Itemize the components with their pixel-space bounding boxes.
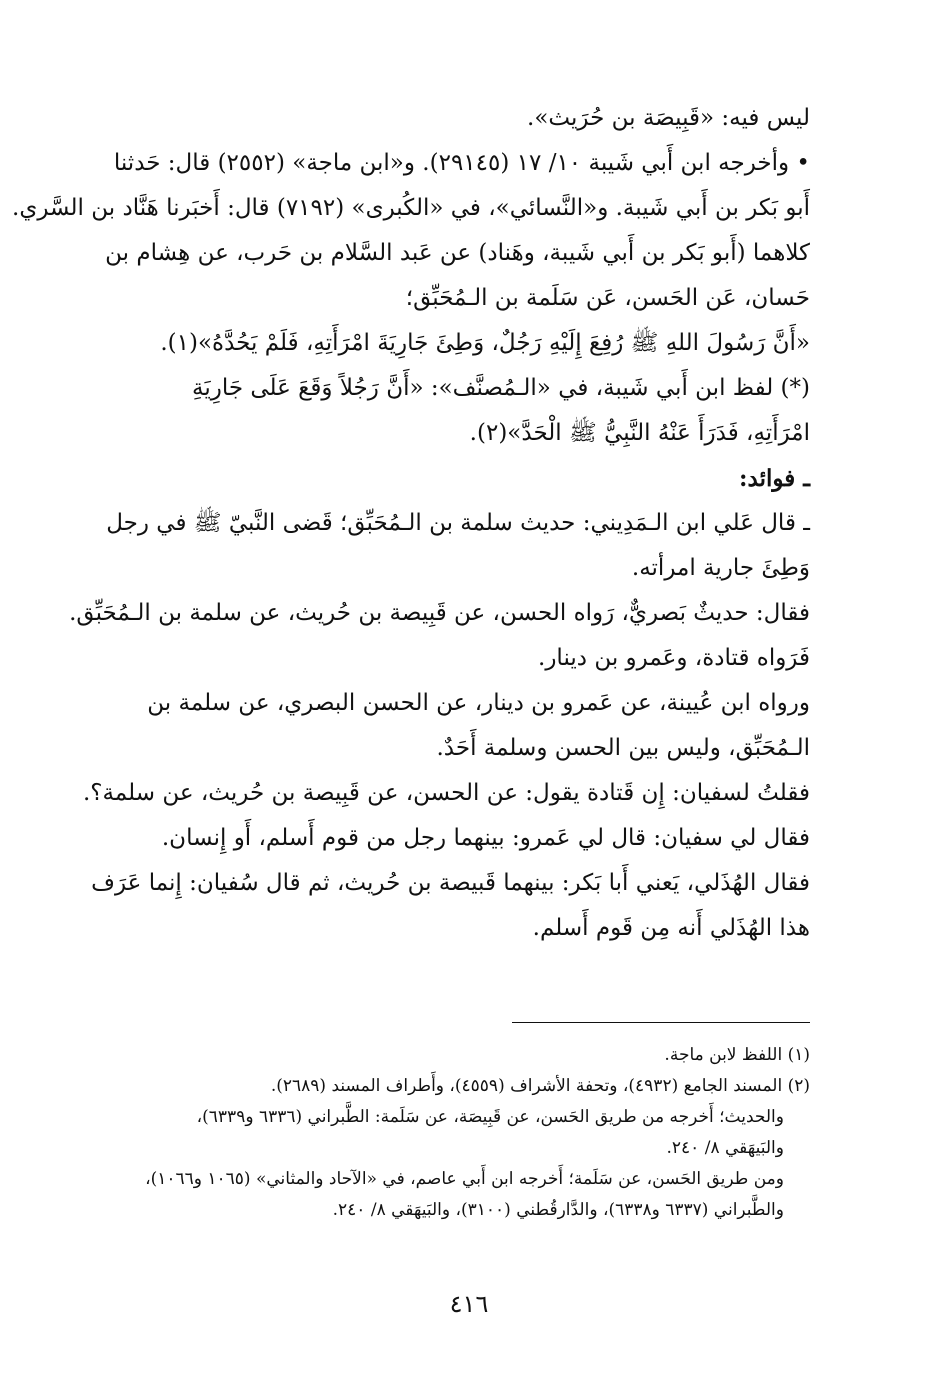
text-line: فقال: حديثٌ بَصريٌّ، رَواه الحسن، عن قَبِيصة بن حُريث، عن سلمة بن الـمُحَبِّق. — [69, 600, 810, 626]
text-line: امْرَأَتِهِ، فَدَرَأَ عَنْهُ النَّبِيُّ ﷺ الْحَدَّ»(٢). — [469, 420, 810, 446]
footnotes — [72, 1040, 810, 1226]
text-line: كلاهما (أَبو بَكر بن أَبي شَيبة، وهَناد) عن عَبد السَّلام بن حَرب، عن هِشام بن — [105, 240, 810, 266]
footnote-continuation: والحديث؛ أَخرجه من طريق الحَسن، عن قَبِيصَة، عن سَلَمة: الطَّبراني (٦٣٣٦ و٦٣٣٩)، — [196, 1107, 784, 1127]
text-line: • وأخرجه ابن أَبي شَيبة ١٠/ ١٧ (٢٩١٤٥). و«ابن ماجة» (٢٥٥٢) قال: حَدثنا — [113, 150, 810, 176]
footnote: (٢) المسند الجامع (٤٩٣٢)، وتحفة الأشراف (٤٥٥٩)، وأَطراف المسند (٢٦٨٩). — [270, 1076, 810, 1096]
footnote-divider — [512, 1022, 810, 1023]
footnote: (١) اللفظ لابن ماجة. — [664, 1045, 810, 1065]
text-line: الـمُحَبِّق، وليس بين الحسن وسلمة أَحَدٌ. — [436, 735, 810, 761]
text-line: فقلتُ لسفيان: إِن قَتادة يقول: عن الحسن، عن قَبِيصة بن حُريث، عن سلمة؟. — [82, 780, 810, 806]
text-line: أَبو بَكر بن أَبي شَيبة. و«النَّسائي»، في «الكُبرى» (٧١٩٢) قال: أَخبَرنا هَنَّاد بن السَّري. — [12, 195, 810, 221]
hadith-text: «أَنَّ رَسُولَ اللهِ ﷺ رُفِعَ إِلَيْهِ رَجُلٌ، وَطِئَ جَارِيَةَ امْرَأَتِهِ، فَلَمْ يَحُدَّهُ»(١). — [160, 330, 810, 356]
text-line: ورواه ابن عُيينة، عن عَمرو بن دينار، عن الحسن البصري، عن سلمة بن — [147, 690, 810, 716]
text-line: حَسان، عَن الحَسن، عَن سَلَمة بن الـمُحَبِّق؛ — [405, 285, 810, 311]
page-number: ٤١٦ — [449, 1290, 489, 1318]
text-line: وَطِئَ جارية امرأته. — [631, 555, 810, 581]
text-line: فَرَواه قتادة، وعَمرو بن دينار. — [538, 645, 810, 671]
text-line: فقال الهُذَلي، يَعني أَبا بَكر: بينهما قَبيصة بن حُريث، ثم قال سُفيان: إِنما عَرَف — [91, 870, 810, 896]
footnote-continuation: والطَّبراني (٦٣٣٧ و٦٣٣٨)، والدَّارقُطني (٣١٠٠)، والبَيهَقي ٨/ ٢٤٠. — [332, 1200, 784, 1220]
footnote-continuation: ومن طريق الحَسن، عن سَلَمة؛ أَخرجه ابن أَبي عاصم، في «الآحاد والمثاني» (١٠٦٥ و١٠٦٦)، — [145, 1169, 784, 1189]
text-line: ـ قال عَلي ابن الـمَدِيني: حديث سلمة بن الـمُحَبِّق؛ قَضى النَّبيّ ﷺ في رجل — [106, 510, 810, 536]
text-line: هذا الهُذَلي أَنه مِن قَوم أَسلم. — [532, 915, 810, 941]
section-heading: ـ فوائد: — [739, 465, 810, 492]
footnote-continuation: والبَيهَقي ٨/ ٢٤٠. — [666, 1138, 784, 1158]
text-line: ليس فيه: «قَبِيصَة بن حُرَيث». — [527, 105, 810, 131]
text-line: فقال لي سفيان: قال لي عَمرو: بينهما رجل من قوم أَسلم، أَو إِنسان. — [161, 825, 810, 851]
main-text — [12, 96, 810, 951]
text-line: (*) لفظ ابن أَبي شَيبة، في «الـمُصنَّف»: «أَنَّ رَجُلاً وَقَعَ عَلَى جَارِيَةِ — [191, 375, 810, 401]
